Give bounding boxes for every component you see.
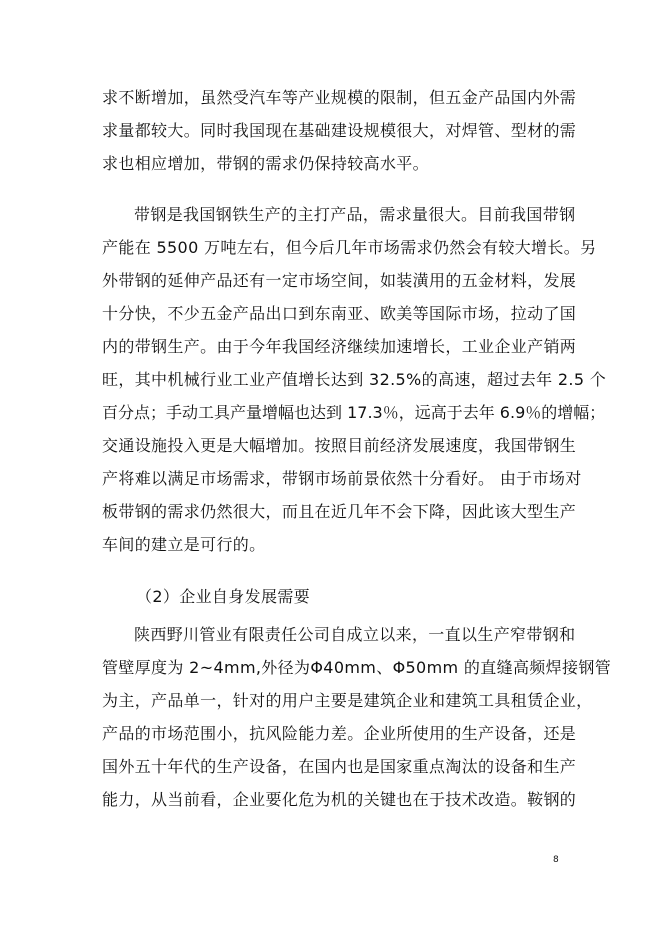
text-line: 为主，产品单一，针对的用户主要是建筑企业和建筑工具租赁企业， (102, 691, 593, 710)
text-line: 求量都较大。同时我国现在基础建设规模很大，对焊管、型材的需 (102, 121, 577, 140)
page-number: 8 (553, 855, 559, 865)
text-line: 求不断增加，虽然受汽车等产业规模的限制，但五金产品国内外需 (102, 88, 577, 107)
text-line: 旺，其中机械行业工业产值增长达到 32.5%的高速，超过去年 2.5 个 (102, 370, 607, 389)
text-line: 内的带钢生产。由于今年我国经济继续加速增长，工业企业产销两 (102, 337, 577, 356)
text-line: 国外五十年代的生产设备，在国内也是国家重点淘汰的设备和生产 (102, 757, 577, 776)
text-line: 百分点；手动工具产量增幅也达到 17.3％，远高于去年 6.9％的增幅； (102, 403, 606, 422)
text-line: 外带钢的延伸产品还有一定市场空间，如装潢用的五金材料，发展 (102, 271, 577, 290)
text-line: 产品的市场范围小，抗风险能力差。企业所使用的生产设备，还是 (102, 724, 577, 743)
text-line: 车间的建立是可行的。 (102, 535, 266, 554)
paragraph-start-line: 带钢是我国钢铁生产的主打产品，需求量很大。目前我国带钢 (134, 205, 576, 224)
text-line: 管壁厚度为 2~4mm,外径为Φ40mm、Φ50mm 的直缝高频焊接钢管 (102, 658, 612, 677)
text-line: 十分快，不少五金产品出口到东南亚、欧美等国际市场，拉动了国 (102, 304, 577, 323)
text-line: 产能在 5500 万吨左右，但今后几年市场需求仍然会有较大增长。另 (102, 238, 597, 257)
text-line: 板带钢的需求仍然很大，而且在近几年不会下降，因此该大型生产 (102, 502, 577, 521)
text-line: 求也相应增加，带钢的需求仍保持较高水平。 (102, 154, 430, 173)
text-line: 交通设施投入更是大幅增加。按照目前经济发展速度，我国带钢生 (102, 436, 577, 455)
text-line: 能力，从当前看，企业要化危为机的关键也在于技术改造。鞍钢的 (102, 790, 577, 809)
text-line: 产将难以满足市场需求，带钢市场前景依然十分看好。 由于市场对 (102, 469, 582, 488)
paragraph-start-line: 陕西野川管业有限责任公司自成立以来，一直以生产窄带钢和 (134, 625, 576, 644)
section-heading: （2）企业自身发展需要 (136, 587, 311, 606)
